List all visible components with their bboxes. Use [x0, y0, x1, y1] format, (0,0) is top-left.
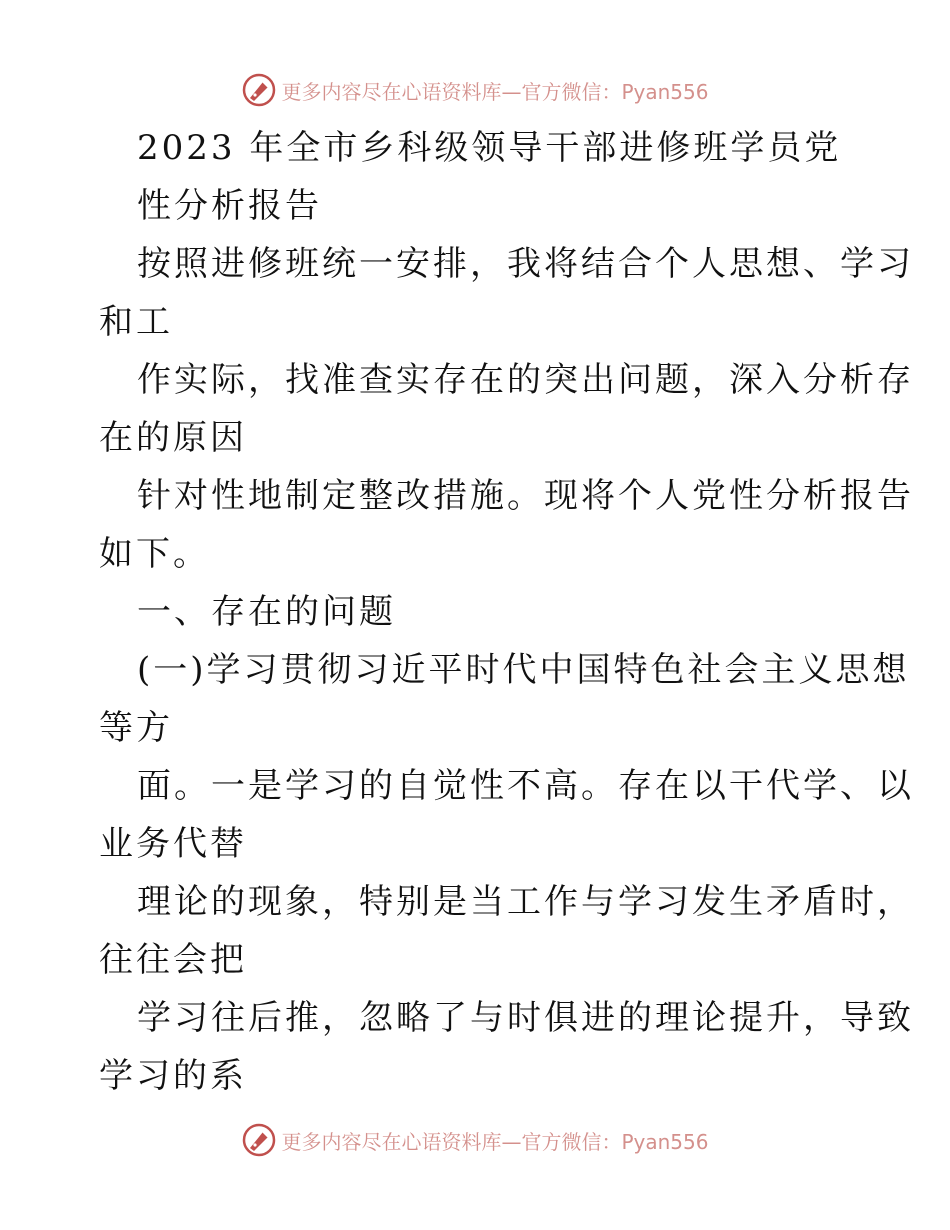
paragraph-line: 理论的现象，特别是当工作与学习发生矛盾时，	[137, 882, 914, 922]
paragraph-line: 作实际，找准查实存在的突出问题，深入分析存	[137, 360, 914, 400]
subsection-heading-line: (一)学习贯彻习近平时代中国特色社会主义思想	[137, 650, 910, 690]
document-title-line-2: 性分析报告	[137, 186, 322, 226]
watermark-text: 更多内容尽在心语资料库—官方微信：Pyan556	[281, 1129, 709, 1154]
paragraph-line: 往往会把	[99, 940, 247, 980]
paragraph-line: 和工	[99, 302, 173, 342]
paragraph-line: 针对性地制定整改措施。现将个人党性分析报告	[137, 476, 914, 516]
paragraph-line: 按照进修班统一安排，我将结合个人思想、学习	[137, 244, 914, 284]
watermark-text: 更多内容尽在心语资料库—官方微信：Pyan556	[281, 79, 709, 104]
paragraph-line: 在的原因	[99, 418, 247, 458]
paragraph-line: 学习往后推，忽略了与时俱进的理论提升，导致	[137, 998, 914, 1038]
document-title-line-1: 2023 年全市乡科级领导干部进修班学员党	[137, 128, 842, 168]
paragraph-line: 学习的系	[99, 1056, 247, 1096]
paragraph-line: 面。一是学习的自觉性不高。存在以干代学、以	[137, 766, 914, 806]
paragraph-line: 等方	[99, 708, 173, 748]
pen-nib-circle-icon	[241, 1122, 277, 1158]
paragraph-line: 业务代替	[99, 824, 247, 864]
section-heading: 一、存在的问题	[137, 592, 396, 632]
paragraph-line: 如下。	[99, 534, 210, 574]
footer-watermark	[0, 1120, 950, 1160]
